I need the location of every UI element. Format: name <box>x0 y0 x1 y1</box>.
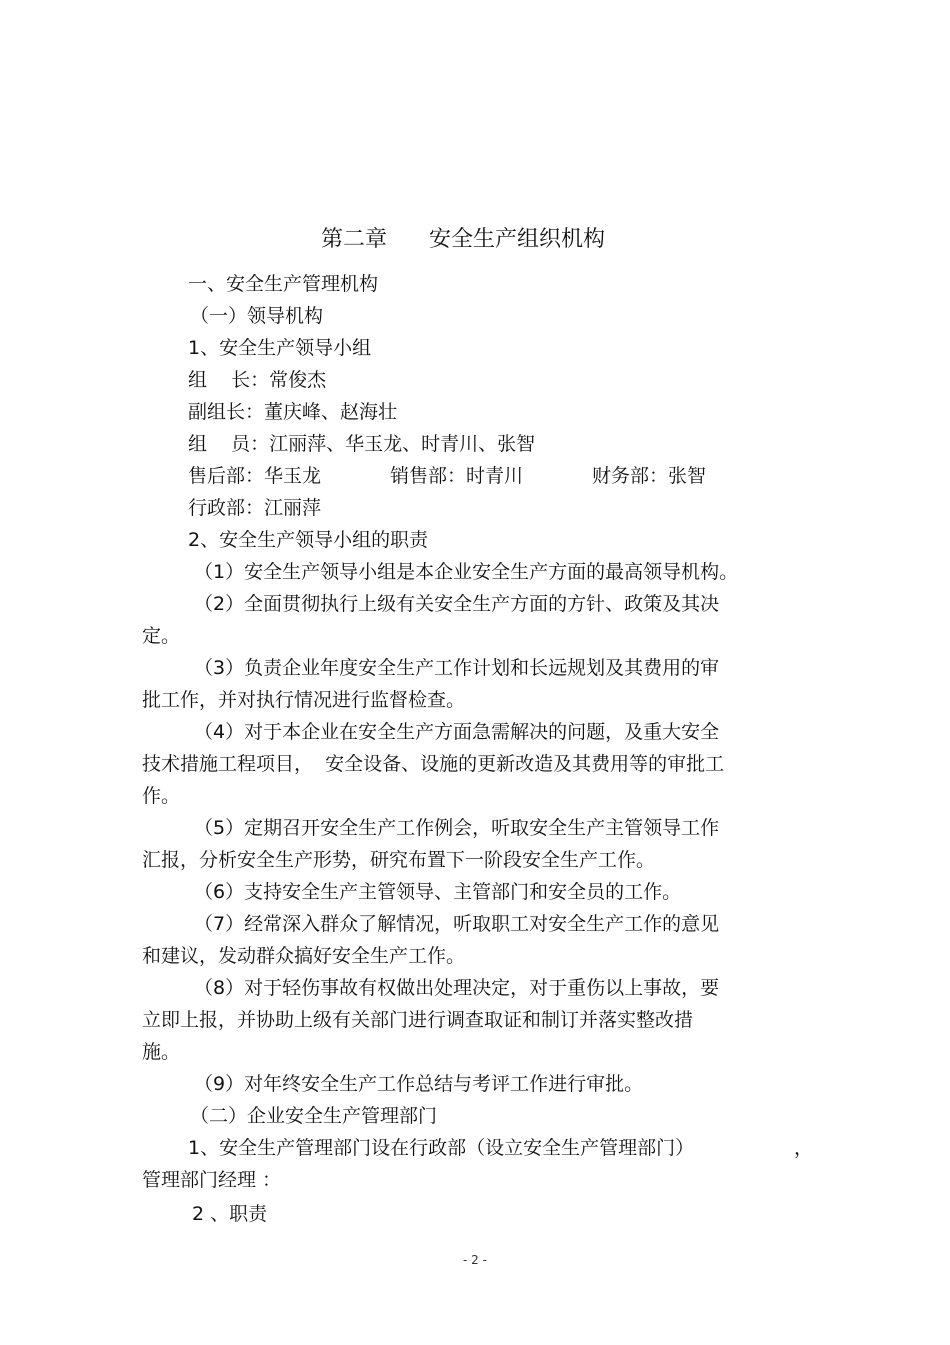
section-heading-management: 一、安全生产管理机构 <box>188 273 379 295</box>
subsection-heading-management-dept: （二）企业安全生产管理部门 <box>190 1105 438 1127</box>
duty-2-line-2: 定。 <box>142 625 181 647</box>
duty-4-line-1: （4）对于本企业在安全生产方面急需解决的问题，及重大安全 <box>194 721 720 743</box>
management-dept-item-2: 2 、职责 <box>192 1203 268 1225</box>
duty-8-line-2: 立即上报，并协助上级有关部门进行调查取证和制订并落实整改措 <box>142 1009 694 1031</box>
subsection-heading-leadership: （一）领导机构 <box>190 305 324 327</box>
duty-9: （9）对年终安全生产工作总结与考评工作进行审批。 <box>194 1073 644 1095</box>
duty-4-line-3: 作。 <box>142 785 181 807</box>
item-heading-leadership-group: 1、安全生产领导小组 <box>188 337 372 359</box>
duty-3-line-2: 批工作，并对执行情况进行监督检查。 <box>142 689 466 711</box>
deputy-leader-line: 副组长：董庆峰、赵海壮 <box>188 401 398 423</box>
after-sales-dept: 售后部：华玉龙 <box>188 465 322 487</box>
management-dept-manager: 管理部门经理 ： <box>142 1169 282 1191</box>
finance-dept: 财务部：张智 <box>592 465 707 487</box>
duty-3-line-1: （3）负责企业年度安全生产工作计划和长远规划及其费用的审 <box>194 657 720 679</box>
page-number: - 2 - <box>463 1253 487 1267</box>
duty-5-line-2: 汇报，分析安全生产形势，研究布置下一阶段安全生产工作。 <box>142 849 656 871</box>
duty-6: （6）支持安全生产主管领导、主管部门和安全员的工作。 <box>194 881 682 903</box>
duty-5-line-1: （5）定期召开安全生产工作例会，听取安全生产主管领导工作 <box>194 817 720 839</box>
duty-2-line-1: （2）全面贯彻执行上级有关安全生产方面的方针、政策及其决 <box>194 593 720 615</box>
department-row <box>188 462 748 490</box>
duty-4-line-2: 技术措施工程项目， 安全设备、设施的更新改造及其费用等的审批工 <box>142 753 725 775</box>
duty-8-line-1: （8）对于轻伤事故有权做出处理决定，对于重伤以上事故，要 <box>194 977 720 999</box>
duty-7-line-2: 和建议，发动群众搞好安全生产工作。 <box>142 945 466 967</box>
duty-1: （1）安全生产领导小组是本企业安全生产方面的最高领导机构。 <box>194 561 739 583</box>
management-dept-comma: ， <box>794 1137 814 1159</box>
management-dept-item-1: 1、安全生产管理部门设在行政部（设立安全生产管理部门） <box>188 1137 695 1159</box>
group-leader-line: 组 长：常俊杰 <box>188 369 327 391</box>
sales-dept: 销售部：时青川 <box>390 465 524 487</box>
group-members-line: 组 员：江丽萍、华玉龙、时青川、张智 <box>188 433 536 455</box>
admin-dept-line: 行政部：江丽萍 <box>188 497 322 519</box>
item-heading-duties: 2、安全生产领导小组的职责 <box>188 529 429 551</box>
duty-8-line-3: 施。 <box>142 1041 181 1063</box>
chapter-title: 第二章 安全生产组织机构 <box>321 227 605 252</box>
duty-7-line-1: （7）经常深入群众了解情况，听取职工对安全生产工作的意见 <box>194 913 720 935</box>
